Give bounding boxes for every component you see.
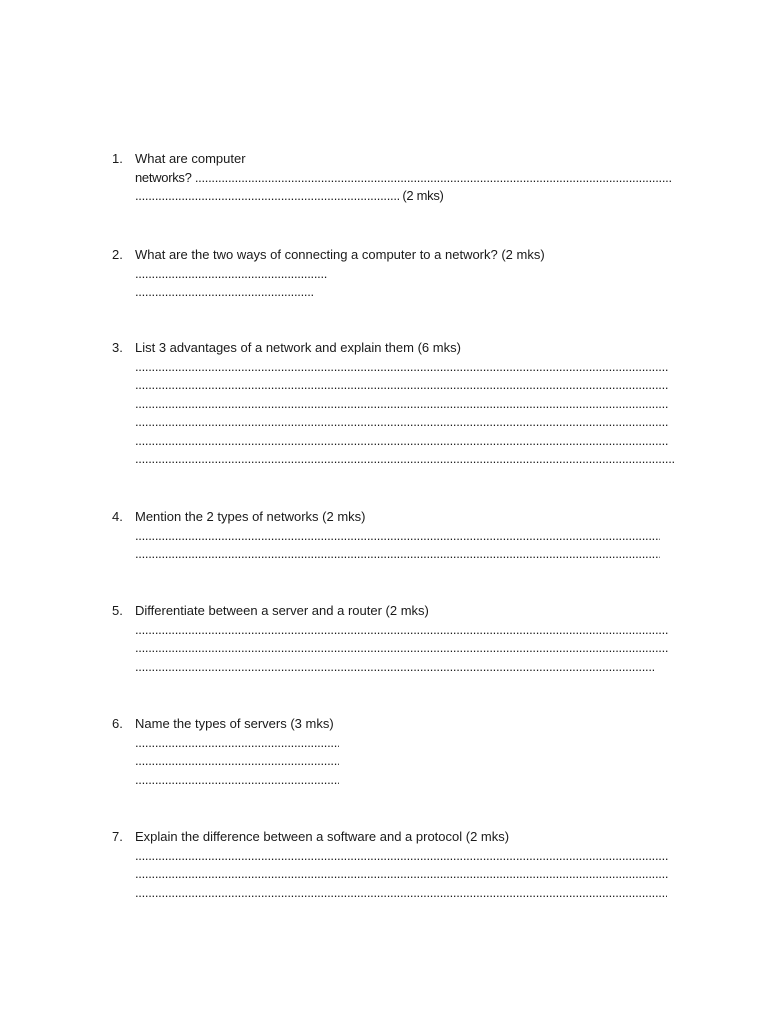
question-1 [112, 150, 712, 206]
answer-lines [135, 527, 712, 564]
question-text: Name the types of servers (3 mks) [135, 716, 334, 731]
question-3 [112, 339, 712, 469]
answer-line[interactable] [135, 265, 712, 284]
question-5 [112, 602, 712, 676]
answer-line[interactable] [135, 734, 712, 753]
answer-line[interactable] [135, 884, 712, 903]
question-text: Mention the 2 types of networks (2 mks) [135, 509, 366, 524]
question-text: What are the two ways of connecting a computer to a network? (2 mks) [135, 247, 545, 262]
question-text: Explain the difference between a software and a protocol (2 mks) [135, 829, 510, 844]
answer-line[interactable] [135, 283, 712, 302]
answer-line[interactable] [135, 847, 712, 866]
question-7 [112, 828, 712, 902]
question-text: What are computer [135, 151, 246, 166]
answer-line[interactable] [135, 545, 712, 564]
question-2 [112, 246, 712, 302]
question-number: 1. [112, 151, 123, 166]
question-number: 2. [112, 247, 123, 262]
question-4 [112, 508, 712, 564]
answer-line[interactable] [135, 432, 712, 451]
answer-line[interactable] [135, 865, 712, 884]
answer-line[interactable] [135, 752, 712, 771]
answer-line[interactable] [135, 639, 712, 658]
answer-lines [135, 265, 712, 302]
answer-line[interactable] [135, 450, 712, 469]
question-text: List 3 advantages of a network and explain them (6 mks) [135, 340, 461, 355]
answer-line[interactable] [135, 169, 712, 188]
answer-lines [135, 847, 712, 903]
question-number: 4. [112, 509, 123, 524]
answer-lines [135, 169, 712, 206]
question-text-continuation: networks? [135, 169, 192, 185]
answer-line[interactable] [135, 413, 712, 432]
question-number: 3. [112, 340, 123, 355]
answer-line[interactable] [135, 358, 712, 377]
marks-label: (2 mks) [402, 188, 444, 203]
question-6 [112, 715, 712, 789]
answer-lines [135, 358, 712, 469]
question-number: 7. [112, 829, 123, 844]
answer-line[interactable] [135, 527, 712, 546]
question-number: 6. [112, 716, 123, 731]
answer-line[interactable] [135, 395, 712, 414]
answer-line[interactable] [135, 621, 712, 640]
answer-line[interactable] [135, 771, 712, 790]
answer-line[interactable] [135, 187, 712, 206]
question-number: 5. [112, 603, 123, 618]
answer-lines [135, 734, 712, 790]
answer-line[interactable] [135, 658, 712, 677]
answer-lines [135, 621, 712, 677]
question-text: Differentiate between a server and a router (2 mks) [135, 603, 429, 618]
answer-line[interactable] [135, 376, 712, 395]
